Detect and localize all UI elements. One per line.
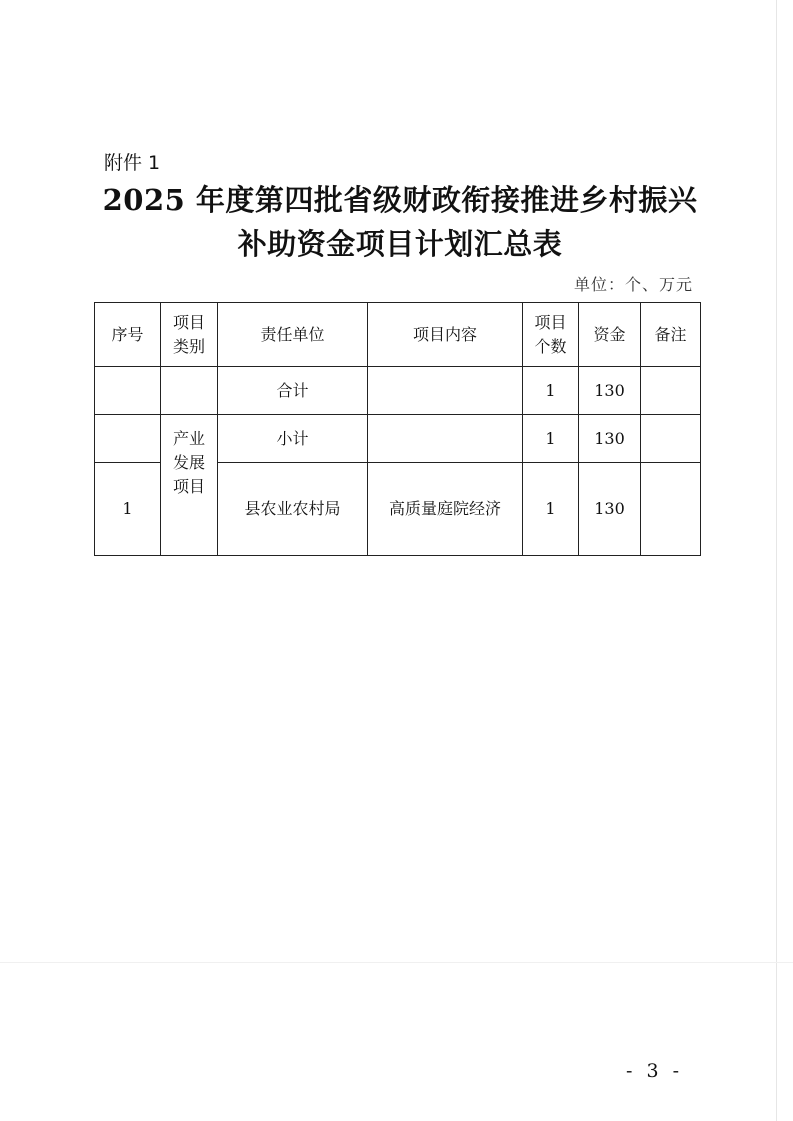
subtotal-funds: 130 [579,415,641,463]
total-category-cell [161,367,218,415]
table-header-row [95,303,701,367]
total-row [95,367,701,415]
subtotal-content-cell [368,415,523,463]
row-content: 高质量庭院经济 [368,463,523,556]
page-number: - 3 - [625,1060,683,1082]
header-count [523,303,579,367]
total-label: 合计 [218,367,368,415]
document-title-line2: 补助资金项目计划汇总表 [237,227,563,261]
unit-label: 单位：个、万元 [573,275,693,294]
subtotal-count: 1 [523,415,579,463]
subtotal-label: 小计 [218,415,368,463]
document-title-line1: 2025 年度第四批省级财政衔接推进乡村振兴 [102,183,698,217]
row-seq: 1 [95,463,161,556]
subtotal-seq-cell [95,415,161,463]
total-content-cell [368,367,523,415]
total-count: 1 [523,367,579,415]
total-seq-cell [95,367,161,415]
header-unit: 责任单位 [218,303,368,367]
header-content: 项目内容 [368,303,523,367]
row-unit: 县农业农村局 [218,463,368,556]
header-remarks: 备注 [641,303,701,367]
header-funds: 资金 [579,303,641,367]
header-category-line2: 类别 [172,336,205,356]
scan-edge-line [776,0,777,1121]
header-category-line1: 项目 [172,312,205,332]
summary-table [94,302,701,556]
row-count: 1 [523,463,579,556]
header-count-line2: 个数 [534,336,567,356]
total-remarks-cell [641,367,701,415]
total-funds: 130 [579,367,641,415]
category-cell [161,415,218,556]
row-remarks [641,463,701,556]
header-category [161,303,218,367]
subtotal-remarks-cell [641,415,701,463]
category-line1: 产业 [172,429,205,448]
category-line2: 发展 [172,453,205,472]
category-line3: 项目 [172,477,205,496]
scan-artifact-line [0,962,793,963]
row-funds: 130 [579,463,641,556]
attachment-label: 附件 1 [104,152,161,174]
subtotal-row [95,415,701,463]
header-seq: 序号 [95,303,161,367]
header-count-line1: 项目 [534,312,567,332]
